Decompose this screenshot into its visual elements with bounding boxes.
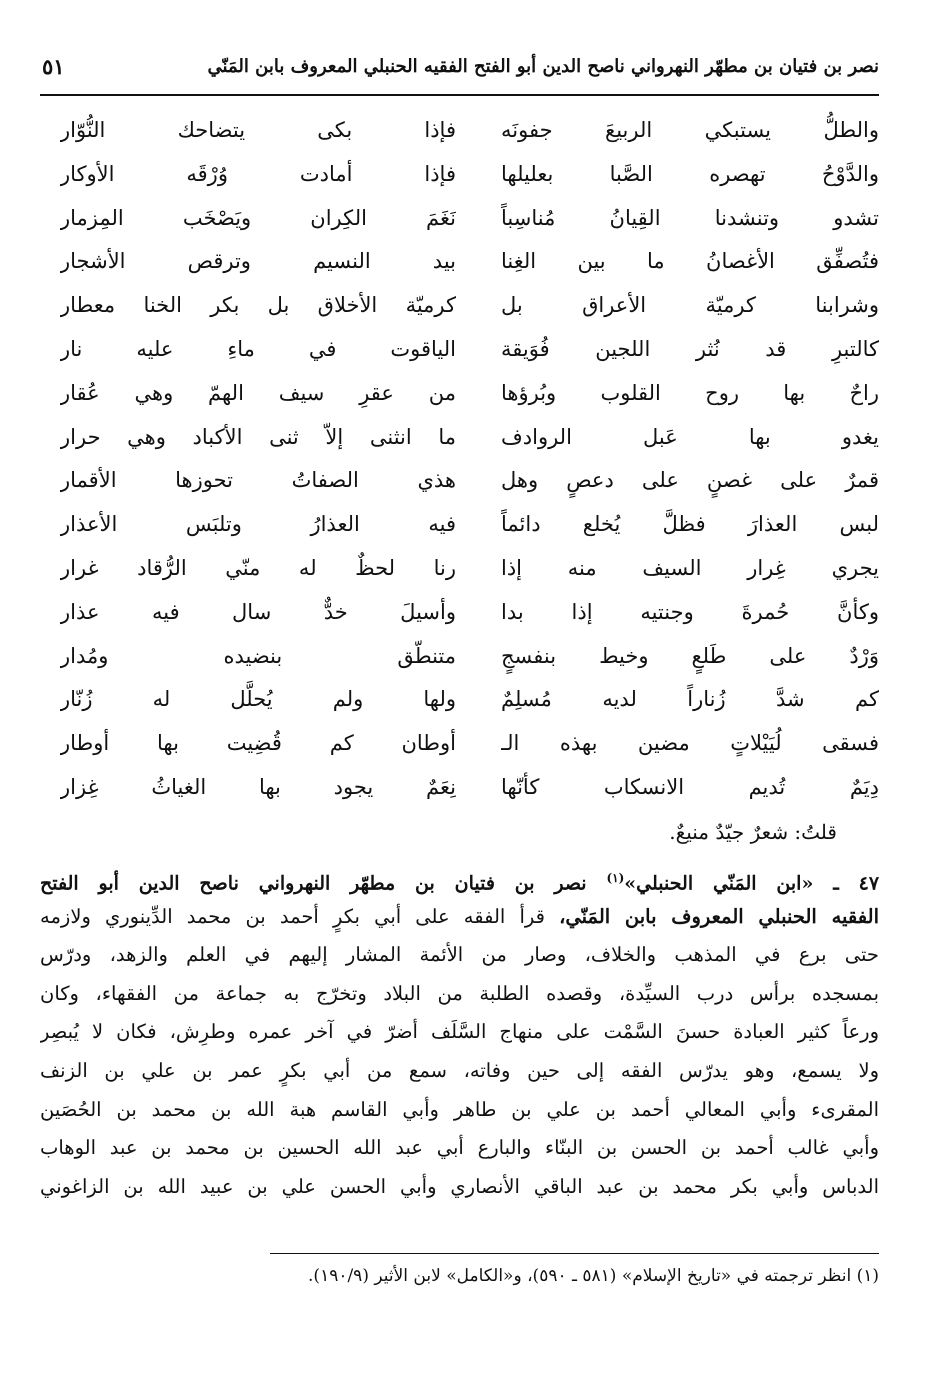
verse — [40, 241, 879, 285]
entry-line2-bold: الفقيه الحنبلي المعروف بابن المَنّي، — [559, 904, 879, 928]
verse — [40, 460, 879, 504]
hemistich-first: تشدو وتنشدنا القِيانُ مُناسِباً — [501, 205, 879, 230]
entry-line2-rest: قرأ الفقه على أبي بكرٍ أحمد بن محمد الدِّينوري ولازمه — [40, 904, 545, 928]
hemistich-first: فسقى لُيَيْلاتٍ مضين بهذه الـ — [501, 731, 879, 756]
hemistich-second: هذي الصفاتُ تحوزها الأقمار — [60, 468, 456, 493]
hemistich-first: وَرْدٌ على طَلعٍ وخيط بنفسجٍ — [501, 643, 879, 668]
hemistich-second: الياقوت في ماءِ عليه نار — [60, 337, 456, 361]
verse — [40, 154, 879, 198]
hemistich-first: يغدو بها عَبل الروادف — [501, 424, 879, 449]
hemistich-second: نِعَمٌ يجود بها الغياثُ غِزار — [60, 775, 456, 799]
page-header — [28, 52, 879, 92]
footnote: (١) انظر ترجمته في «تاريخ الإسلام» (٥٨١ ـ ٥٩٠)، و«الكامل» لابن الأثير (١٩٠/٩). — [308, 1266, 879, 1286]
hemistich-second: رنا لحظٌ له منّي الرُّقاد غرار — [60, 556, 456, 580]
verse — [40, 504, 879, 548]
hemistich-second: نَغَمَ الكِران ويَصْخَب المِزمار — [60, 205, 456, 230]
verse — [40, 679, 879, 723]
hemistich-second: فإذا أمادت وُرْقَه الأوكار — [60, 161, 456, 186]
verse — [40, 548, 879, 592]
hemistich-first: فتُصفِّق الأغصانُ ما بين الغِنا — [501, 249, 879, 274]
hemistich-second: كرميّة الأخلاق بل بكر الخنا معطار — [60, 293, 456, 318]
verse — [40, 592, 879, 636]
entry-line: الدباس وأبي بكر محمد بن عبد الباقي الأنصاري وأبي الحسن علي بن عبيد الله بن الزاغوني — [40, 1174, 879, 1198]
footnote-rule — [270, 1253, 879, 1254]
hemistich-first: يجري غِرار السيف منه إذا — [501, 556, 879, 580]
hemistich-first: والدَّوْحُ تهصره الصَّبا بعليلها — [501, 161, 879, 186]
hemistich-second: بيد النسيم وترقص الأشجار — [60, 249, 456, 274]
hemistich-second: من عقرِ سيف الهمّ وهي عُقار — [60, 380, 456, 405]
hemistich-second: فإذا بكى يتضاحك النُّوّار — [60, 118, 456, 142]
hemistich-second: فيه العذارُ وتلبَس الأعذار — [60, 512, 456, 537]
hemistich-second: متنطّق بنضيده ومُدار — [60, 643, 456, 668]
running-title: نصر بن فتيان بن مطهّر النهرواني ناصح الدين أبو الفتح الفقيه الحنبلي المعروف بابن المَنّي — [207, 56, 879, 77]
verse — [40, 417, 879, 461]
entry-line — [40, 899, 879, 938]
author-comment: قلتُ: شعرٌ جيّدٌ منيعٌ. — [669, 820, 837, 844]
verse — [40, 373, 879, 417]
hemistich-first: كالتبرِ قد نُثر اللجين فُوَيقة — [501, 337, 879, 361]
hemistich-second: ما انثنى إلاّ ثنى الأكباد وهي حرار — [60, 424, 456, 449]
verse — [40, 198, 879, 242]
verse — [40, 767, 879, 811]
hemistich-first: كم شدَّ زُناراً لديه مُسلِمٌ — [501, 687, 879, 712]
verse — [40, 110, 879, 154]
hemistich-second: ولها ولم يُحلَّل له زُنّار — [60, 687, 456, 712]
page-number: ٥١ — [42, 54, 65, 79]
hemistich-first: راحٌ بها روح القلوب وبُرؤها — [501, 380, 879, 405]
entry-47 — [40, 860, 879, 1207]
hemistich-second: وأسيلَ خدٌّ سال فيه عذار — [60, 599, 456, 624]
verse — [40, 329, 879, 373]
hemistich-first: قمرٌ على غصنٍ على دعصٍ وهل — [501, 468, 879, 493]
entry-line: حتى برع في المذهب والخلاف، وصار من الأئمة المشار إليهم في العلم والزهد، ودرّس — [40, 943, 879, 967]
entry-title: «ابن المَنّي الحنبلي» — [624, 872, 814, 895]
verse — [40, 636, 879, 680]
hemistich-first: لبس العذارَ فظلَّ يُخلع دائماً — [501, 512, 879, 537]
entry-line: المقرىء وأبي المعالي أحمد بن علي بن طاهر وأبي القاسم هبة الله بن محمد بن الحُصَين — [40, 1097, 879, 1121]
poem — [40, 110, 879, 816]
entry-heading — [40, 860, 879, 899]
entry-line: ولا يسمع، وهو يدرّس الفقه إلى حين وفاته، سمع من أبي بكرٍ عمر بن علي بن الزنف — [40, 1058, 879, 1082]
hemistich-first: والطلُّ يستبكي الربيعَ جفونَه — [501, 118, 879, 142]
entry-number: ٤٧ ـ — [833, 872, 879, 895]
entry-line: ورعاً كثير العبادة حسنَ السَّمْت على منهاج السَّلَف أضرّ في آخر عمره وطرِش، فكان لا يُبصِر — [40, 1020, 879, 1044]
header-rule — [40, 94, 879, 96]
verse — [40, 285, 879, 329]
hemistich-second: أوطان كم قُضِيت بها أوطار — [60, 731, 456, 756]
footnote-ref: (١) — [606, 871, 625, 885]
hemistich-first: وكأنَّ حُمرةَ وجنتيه إذا بدا — [501, 599, 879, 624]
entry-line: وأبي غالب أحمد بن الحسن بن البنّاء والبارع أبي عبد الله الحسين بن محمد بن عبد الوهاب — [40, 1136, 879, 1160]
entry-line: بمسجده برأس درب السيِّدة، وقصده الطلبة من البلاد وتخرّج به جماعة من الفقهاء، وكان — [40, 981, 879, 1005]
hemistich-first: وشرابنا كرميّة الأعراق بل — [501, 293, 879, 318]
verse — [40, 723, 879, 767]
entry-heading-rest: نصر بن فتيان بن مطهّر النهرواني ناصح الدين أبو الفتح — [40, 872, 587, 895]
hemistich-first: دِيَمٌ تُديم الانسكاب كأنّها — [501, 775, 879, 799]
